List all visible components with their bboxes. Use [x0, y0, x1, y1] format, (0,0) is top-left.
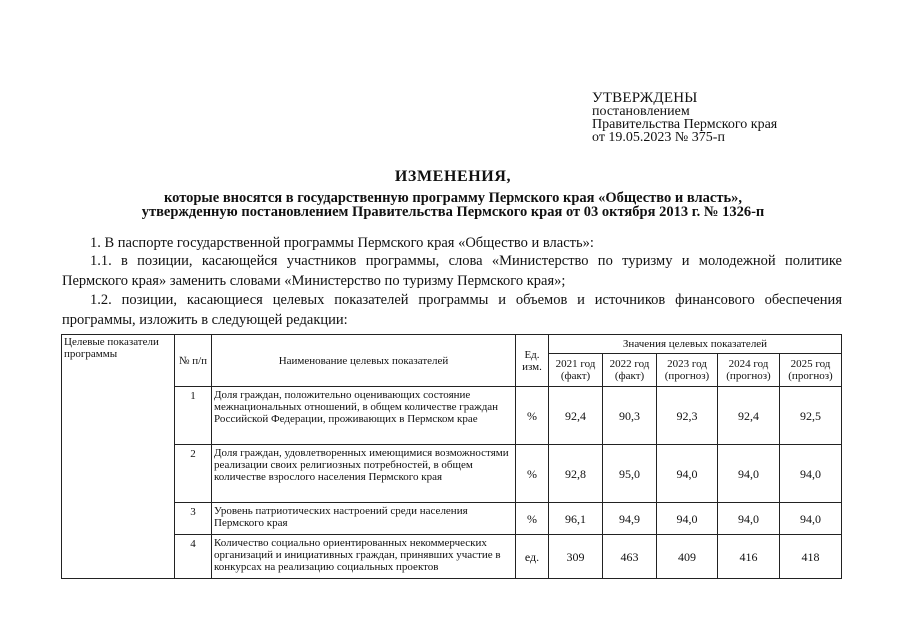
- row-unit: %: [516, 387, 549, 445]
- row-value: 418: [780, 535, 842, 579]
- header-year: 2023 год (прогноз): [657, 354, 718, 387]
- header-unit: Ед. изм.: [516, 335, 549, 387]
- row-indicator-name: Уровень патриотических настроений среди населения Пермского края: [212, 503, 516, 535]
- row-number: 1: [175, 387, 212, 445]
- row-value: 94,9: [603, 503, 657, 535]
- document-subtitle: [0, 191, 906, 219]
- row-value: 409: [657, 535, 718, 579]
- header-number: № п/п: [175, 335, 212, 387]
- row-value: 94,0: [780, 503, 842, 535]
- row-value: 94,0: [718, 503, 780, 535]
- paragraph-1-1: 1.1. в позиции, касающейся участников программы, слова «Министерство по туризму и молодежной политике Пермского края» заменить словами «Министерство по туризму Пермского края»;: [62, 253, 842, 289]
- paragraph-1: 1. В паспорте государственной программы Пермского края «Общество и власть»:: [90, 235, 594, 251]
- row-value: 92,8: [549, 445, 603, 503]
- approval-line-2: Правительства Пермского края: [592, 117, 778, 132]
- header-year: 2024 год (прогноз): [718, 354, 780, 387]
- row-indicator-name: Доля граждан, положительно оценивающих состояние межнациональных отношений, в общем количестве граждан Российской Федерации, проживающих в Пермском крае: [212, 387, 516, 445]
- table-row: [62, 387, 842, 445]
- row-value: 92,4: [549, 387, 603, 445]
- approval-title: УТВЕРЖДЕНЫ: [592, 90, 698, 106]
- row-unit: %: [516, 445, 549, 503]
- approval-line-3: от 19.05.2023 № 375-п: [592, 130, 725, 145]
- row-number: 4: [175, 535, 212, 579]
- document-subtitle-line-2: утвержденную постановлением Правительства Пермского края от 03 октября 2013 г. № 1326-п: [141, 204, 765, 220]
- row-value: 416: [718, 535, 780, 579]
- approval-line-1: постановлением: [592, 104, 690, 119]
- header-year: 2022 год (факт): [603, 354, 657, 387]
- row-value: 94,0: [780, 445, 842, 503]
- row-value: 95,0: [603, 445, 657, 503]
- row-number: 2: [175, 445, 212, 503]
- row-value: 94,0: [657, 503, 718, 535]
- row-indicator-name: Количество социально ориентированных некоммерческих организаций и инициативных граждан, принявших участие в конкурсах на реализацию социальных проектов: [212, 535, 516, 579]
- row-indicator-name: Доля граждан, удовлетворенных имеющимися возможностями реализации своих религиозных потребностей, в общем количестве взрослого населения Пермского края: [212, 445, 516, 503]
- row-value: 463: [603, 535, 657, 579]
- row-value: 90,3: [603, 387, 657, 445]
- header-year: 2021 год (факт): [549, 354, 603, 387]
- table-row: [62, 445, 842, 503]
- header-group: Целевые показатели программы: [62, 335, 175, 579]
- paragraph-1-2: 1.2. позиции, касающиеся целевых показателей программы и объемов и источников финансового обеспечения программы, изложить в следующей редакции:: [62, 292, 842, 328]
- header-year: 2025 год (прогноз): [780, 354, 842, 387]
- header-name: Наименование целевых показателей: [212, 335, 516, 387]
- row-value: 92,3: [657, 387, 718, 445]
- row-value: 96,1: [549, 503, 603, 535]
- row-value: 92,5: [780, 387, 842, 445]
- row-number: 3: [175, 503, 212, 535]
- document-subtitle-line-1: которые вносятся в государственную программу Пермского края «Общество и власть»,: [163, 190, 743, 206]
- row-unit: %: [516, 503, 549, 535]
- target-indicators-table: [61, 334, 842, 579]
- approval-stamp: [592, 92, 777, 144]
- row-value: 94,0: [718, 445, 780, 503]
- table-row: [62, 535, 842, 579]
- row-value: 92,4: [718, 387, 780, 445]
- table-row: [62, 503, 842, 535]
- row-value: 309: [549, 535, 603, 579]
- header-values: Значения целевых показателей: [549, 335, 842, 354]
- row-value: 94,0: [657, 445, 718, 503]
- document-title: ИЗМЕНЕНИЯ,: [394, 168, 512, 185]
- row-unit: ед.: [516, 535, 549, 579]
